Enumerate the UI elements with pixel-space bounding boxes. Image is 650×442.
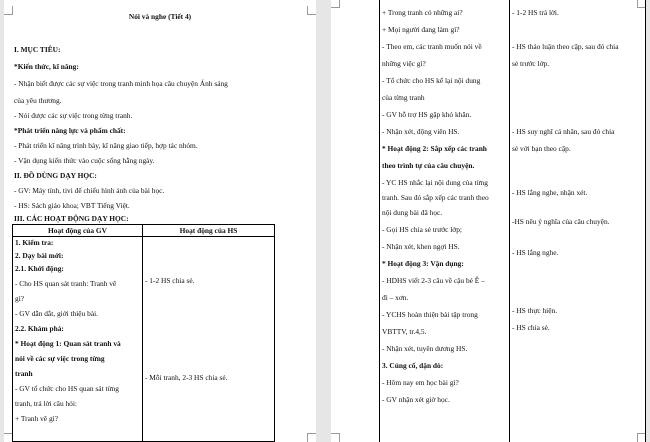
- list-item: nội dung bài đã học.: [382, 208, 443, 217]
- list-item: * Hoạt động 3: Vận dụng:: [382, 259, 464, 268]
- objective-line: - Nhận biết được các sự việc trong tranh minh họa câu chuyện Ánh sáng: [14, 79, 228, 88]
- list-item: - HS suy nghĩ cá nhân, sau đó chia: [512, 127, 615, 136]
- list-item: - HDHS viết 2-3 câu về cậu bé Ê –: [382, 276, 485, 285]
- list-item: tranh. Sau đó sắp xếp các tranh theo: [382, 193, 489, 202]
- list-item: - HS lắng nghe.: [512, 248, 559, 257]
- list-item: - Nhận xét, tuyên dương HS.: [382, 344, 468, 353]
- list-item: - YCHS hoàn thiện bài tập trong: [382, 310, 478, 319]
- list-item: + Mọi người đang làm gì?: [382, 25, 460, 34]
- list-item: sẻ trước lớp.: [512, 59, 550, 68]
- list-item: - YC HS nhắc lại nội dung của từng: [382, 178, 488, 187]
- list-item: gì?: [15, 294, 25, 303]
- list-item: 2.1. Khởi động:: [15, 264, 64, 273]
- objective-line: - Phát triển kĩ năng trình bày, kĩ năng giao tiếp, hợp tác nhóm.: [14, 141, 198, 150]
- list-item: - HS lắng nghe, nhận xét.: [512, 188, 588, 197]
- list-item: * Hoạt động 1: Quan sát tranh và: [15, 339, 121, 348]
- header-hs: Hoạt động của HS: [143, 225, 275, 237]
- document-page-left: [4, 0, 316, 442]
- subheading-development: *Phát triển năng lực và phẩm chất:: [14, 126, 126, 135]
- document-page-right: [331, 0, 646, 442]
- list-item: 3. Củng cố, dặn dò:: [382, 361, 444, 370]
- list-item: - GV hỗ trợ HS gặp khó khăn.: [382, 110, 472, 119]
- list-item: - HS thảo luận theo cặp, sau đó chia: [512, 42, 619, 51]
- list-item: đi – xơn.: [382, 293, 409, 302]
- list-item: + Tranh vẽ gì?: [15, 414, 58, 423]
- objective-line: - Vận dụng kiến thức vào cuộc sống hằng ngày.: [14, 156, 155, 165]
- objective-line: - Nói được các sự việc trong từng tranh.: [14, 111, 133, 120]
- list-item: - Cho HS quan sát tranh: Tranh vẽ: [15, 279, 117, 288]
- section-heading-materials: II. ĐỒ DÙNG DẠY HỌC:: [14, 171, 97, 180]
- list-item: theo trình tự của câu chuyện.: [382, 161, 475, 170]
- list-item: - Gọi HS chia sẻ trước lớp;: [382, 225, 462, 234]
- list-item: tranh: [15, 369, 33, 378]
- list-item: tranh, trả lời câu hỏi:: [15, 399, 77, 408]
- list-item: của từng tranh: [382, 93, 425, 102]
- list-item: + Trong tranh có những ai?: [382, 8, 463, 17]
- teacher-column: [13, 237, 143, 442]
- crop-mark: [307, 433, 316, 442]
- list-item: 2. Dạy bài mới:: [15, 251, 64, 260]
- section-heading-activities: III. CÁC HOẠT ĐỘNG DẠY HỌC:: [14, 214, 129, 223]
- list-item: - GV nhận xét giờ học.: [382, 395, 450, 404]
- list-item: - HS chia sẻ.: [512, 323, 550, 332]
- list-item: - HS thực hiện.: [512, 306, 558, 315]
- list-item: - 1-2 HS trả lời.: [512, 8, 559, 17]
- activities-table-continued: [379, 0, 646, 442]
- crop-mark: [331, 433, 340, 442]
- list-item: - Nhận xét, động viên HS.: [382, 127, 460, 136]
- list-item: sẻ với bạn theo cặp.: [512, 144, 571, 153]
- list-item: 1. Kiểm tra:: [15, 238, 54, 247]
- crop-mark: [331, 0, 340, 8]
- list-item: - 1-2 HS chia sẻ.: [145, 276, 195, 285]
- list-item: - Tổ chức cho HS kể lại nội dung: [382, 76, 481, 85]
- list-item: * Hoạt động 2: Sắp xếp các tranh: [382, 144, 487, 153]
- material-line: - HS: Sách giáo khoa; VBT Tiếng Việt.: [14, 201, 130, 210]
- subheading-knowledge: *Kiến thức, kĩ năng:: [14, 62, 79, 71]
- activities-table: [12, 224, 275, 442]
- list-item: -HS nêu ý nghĩa của câu chuyện.: [512, 217, 610, 226]
- list-item: - GV dẫn dắt, giới thiệu bài.: [15, 309, 99, 318]
- lesson-title: Nói và nghe (Tiết 4): [128, 12, 192, 21]
- list-item: những việc gì?: [382, 59, 426, 68]
- teacher-column: [380, 0, 510, 442]
- header-gv: Hoạt động của GV: [13, 225, 143, 237]
- student-column: [510, 0, 646, 442]
- material-line: - GV: Máy tính, tivi để chiếu hình ảnh của bài học.: [14, 186, 165, 195]
- list-item: - Theo em, các tranh muốn nói về: [382, 42, 482, 51]
- list-item: nói về các sự việc trong từng: [15, 354, 105, 363]
- list-item: - Mỗi tranh, 2-3 HS chia sẻ.: [145, 373, 228, 382]
- objective-line: của yêu thương.: [14, 96, 62, 105]
- list-item: VBTTV, tr.4,5.: [382, 327, 427, 336]
- list-item: 2.2. Khám phá:: [15, 324, 64, 333]
- list-item: - GV tổ chức cho HS quan sát từng: [15, 384, 119, 393]
- list-item: - Nhận xét, khen ngợi HS.: [382, 242, 460, 251]
- student-column: [143, 237, 275, 442]
- list-item: - Hôm nay em học bài gì?: [382, 378, 459, 387]
- section-heading-objectives: I. MỤC TIÊU:: [14, 45, 61, 54]
